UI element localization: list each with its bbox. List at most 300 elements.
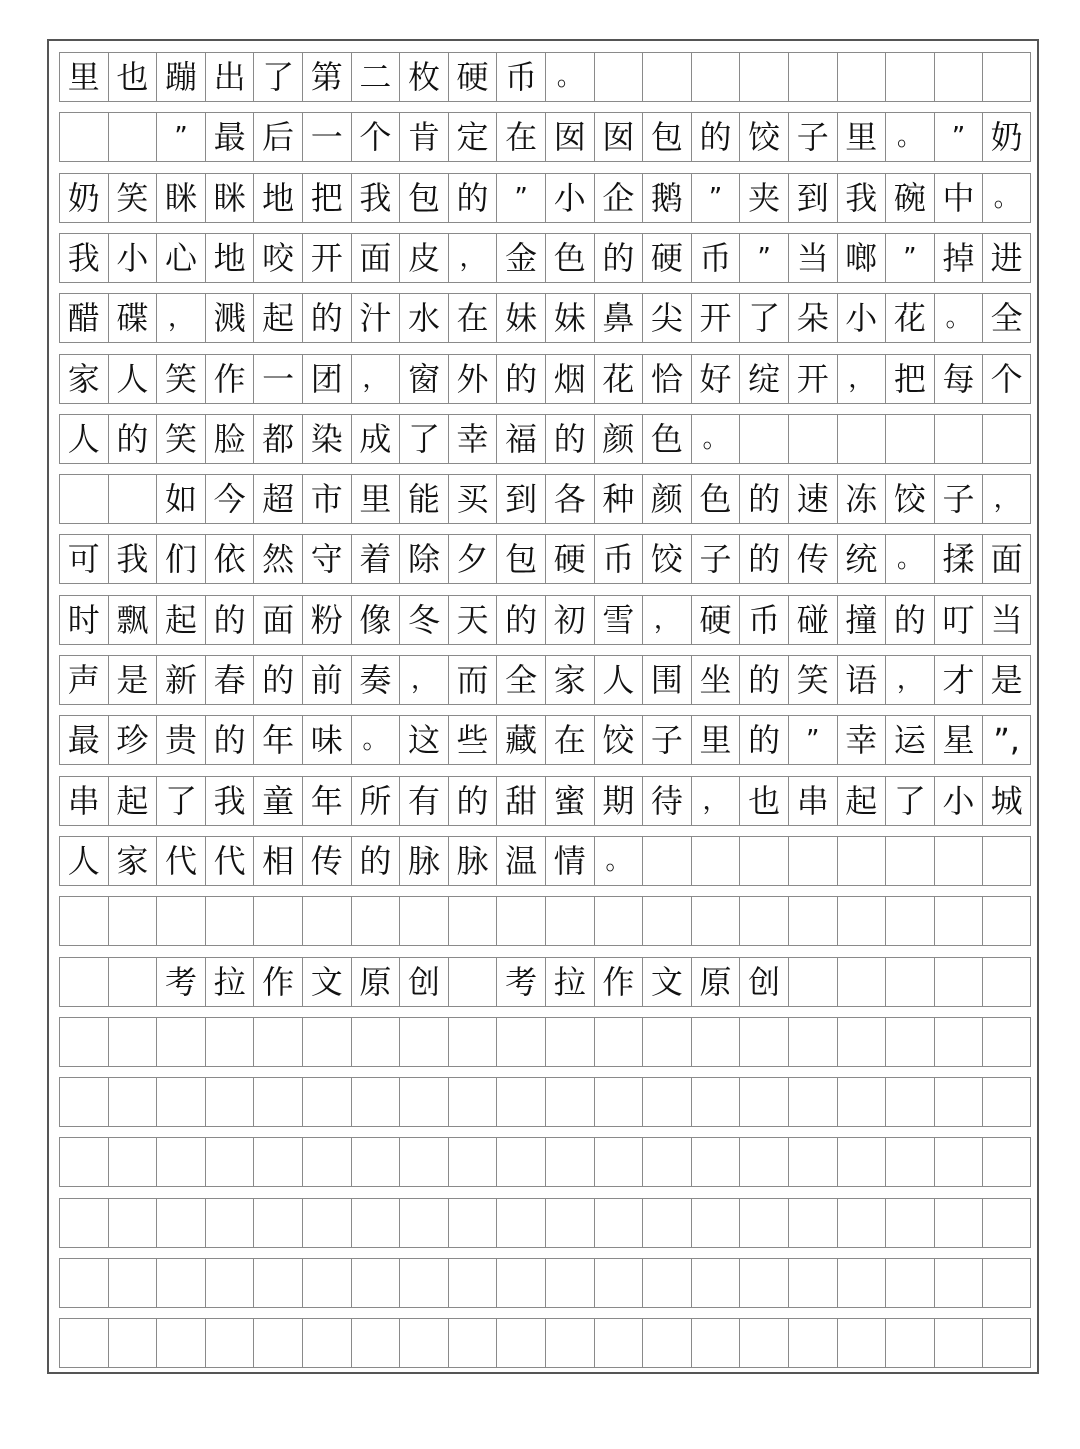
grid-cell: 起 [837, 777, 886, 825]
grid-cell: 脉 [399, 837, 448, 885]
grid-cell [788, 897, 837, 945]
grid-cell [302, 1138, 351, 1186]
grid-cell: 种 [594, 475, 643, 523]
grid-cell: 的 [108, 415, 157, 463]
grid-cell [934, 1259, 983, 1307]
grid-cell: 年 [302, 777, 351, 825]
grid-row [59, 595, 1031, 645]
grid-cell: 妹 [545, 294, 594, 342]
grid-cell: 藏 [496, 716, 545, 764]
grid-cell: 开 [788, 355, 837, 403]
grid-cell: 人 [594, 656, 643, 704]
grid-cell [302, 1018, 351, 1066]
grid-cell: 币 [594, 535, 643, 583]
grid-cell [739, 1138, 788, 1186]
grid-cell: 进 [982, 234, 1031, 282]
grid-cell [982, 1078, 1031, 1126]
grid-cell: 全 [982, 294, 1031, 342]
grid-row [59, 776, 1031, 826]
grid-cell [885, 1259, 934, 1307]
grid-cell [691, 1018, 740, 1066]
grid-cell [545, 1018, 594, 1066]
grid-cell: 作 [253, 958, 302, 1006]
grid-cell [594, 897, 643, 945]
grid-cell: 守 [302, 535, 351, 583]
grid-cell: 开 [302, 234, 351, 282]
grid-cell: 作 [205, 355, 254, 403]
grid-cell [496, 897, 545, 945]
grid-cell: 出 [205, 53, 254, 101]
grid-cell: 起 [108, 777, 157, 825]
grid-cell: 好 [691, 355, 740, 403]
grid-cell [108, 1078, 157, 1126]
grid-cell [934, 1199, 983, 1247]
grid-cell: 珍 [108, 716, 157, 764]
grid-cell: 掉 [934, 234, 983, 282]
grid-cell: 是 [982, 656, 1031, 704]
grid-cell [642, 53, 691, 101]
grid-cell [59, 1319, 108, 1367]
grid-cell [837, 897, 886, 945]
grid-cell [788, 1259, 837, 1307]
grid-cell: 成 [351, 415, 400, 463]
grid-cell [594, 1078, 643, 1126]
grid-cell [399, 1259, 448, 1307]
grid-cell [399, 1138, 448, 1186]
grid-cell [205, 1078, 254, 1126]
grid-cell: ” [934, 113, 983, 161]
grid-cell: 面 [253, 596, 302, 644]
grid-row [59, 1198, 1031, 1248]
grid-cell [448, 958, 497, 1006]
grid-cell [156, 1319, 205, 1367]
grid-cell: 家 [545, 656, 594, 704]
grid-cell: 色 [691, 475, 740, 523]
grid-cell [788, 415, 837, 463]
grid-cell [496, 1319, 545, 1367]
grid-cell: 当 [982, 596, 1031, 644]
grid-cell: 都 [253, 415, 302, 463]
grid-cell: 了 [399, 415, 448, 463]
grid-cell [885, 415, 934, 463]
grid-cell [982, 897, 1031, 945]
grid-cell [156, 1199, 205, 1247]
grid-cell: 撞 [837, 596, 886, 644]
grid-cell [982, 415, 1031, 463]
grid-cell: 心 [156, 234, 205, 282]
grid-cell [59, 475, 108, 523]
grid-cell: 统 [837, 535, 886, 583]
grid-cell: 子 [934, 475, 983, 523]
grid-cell: 创 [739, 958, 788, 1006]
grid-cell: 妹 [496, 294, 545, 342]
grid-cell: 的 [885, 596, 934, 644]
grid-cell: 一 [253, 355, 302, 403]
grid-cell: 中 [934, 174, 983, 222]
grid-cell: 了 [253, 53, 302, 101]
grid-cell: ， [351, 355, 400, 403]
grid-cell: 幸 [448, 415, 497, 463]
grid-cell [739, 1259, 788, 1307]
grid-cell: 城 [982, 777, 1031, 825]
grid-cell: 蹦 [156, 53, 205, 101]
grid-cell [691, 1319, 740, 1367]
grid-cell [788, 1018, 837, 1066]
grid-cell [205, 897, 254, 945]
grid-cell: 子 [788, 113, 837, 161]
grid-cell: 硬 [642, 234, 691, 282]
grid-cell: 这 [399, 716, 448, 764]
grid-cell: 窗 [399, 355, 448, 403]
grid-cell [351, 1319, 400, 1367]
grid-cell: 如 [156, 475, 205, 523]
grid-cell [837, 837, 886, 885]
grid-cell: 水 [399, 294, 448, 342]
grid-cell: 们 [156, 535, 205, 583]
grid-row [59, 1318, 1031, 1368]
grid-cell: 地 [253, 174, 302, 222]
grid-cell [253, 897, 302, 945]
grid-cell: 童 [253, 777, 302, 825]
grid-row [59, 655, 1031, 705]
grid-cell [496, 1259, 545, 1307]
grid-cell: 鹅 [642, 174, 691, 222]
grid-row [59, 896, 1031, 946]
grid-cell: 笑 [108, 174, 157, 222]
grid-row [59, 474, 1031, 524]
grid-cell: 个 [982, 355, 1031, 403]
grid-cell: 幸 [837, 716, 886, 764]
grid-cell: 饺 [739, 113, 788, 161]
grid-cell [156, 1138, 205, 1186]
grid-row [59, 414, 1031, 464]
grid-cell: ” [739, 234, 788, 282]
grid-cell: 包 [642, 113, 691, 161]
grid-cell: 到 [496, 475, 545, 523]
grid-cell: 夹 [739, 174, 788, 222]
grid-cell [496, 1018, 545, 1066]
grid-cell [934, 1319, 983, 1367]
grid-cell: 皮 [399, 234, 448, 282]
grid-cell: 金 [496, 234, 545, 282]
grid-cell: 着 [351, 535, 400, 583]
grid-cell: 味 [302, 716, 351, 764]
grid-cell [885, 1078, 934, 1126]
grid-cell [739, 53, 788, 101]
grid-cell [642, 1138, 691, 1186]
grid-cell: 拉 [545, 958, 594, 1006]
grid-cell [837, 1319, 886, 1367]
grid-cell [448, 1138, 497, 1186]
grid-cell: ” [156, 113, 205, 161]
grid-cell [934, 415, 983, 463]
grid-cell: 笑 [156, 355, 205, 403]
grid-cell: 的 [205, 716, 254, 764]
grid-cell: 前 [302, 656, 351, 704]
grid-cell: 围 [642, 656, 691, 704]
grid-cell: 颜 [594, 415, 643, 463]
grid-row [59, 1017, 1031, 1067]
grid-cell [205, 1319, 254, 1367]
grid-cell: 子 [691, 535, 740, 583]
grid-cell [59, 897, 108, 945]
grid-cell [691, 1199, 740, 1247]
grid-cell: 市 [302, 475, 351, 523]
grid-cell: 。 [885, 535, 934, 583]
grid-cell: 开 [691, 294, 740, 342]
grid-cell [59, 1199, 108, 1247]
grid-cell [691, 1138, 740, 1186]
grid-cell: ” [691, 174, 740, 222]
grid-cell: 的 [545, 415, 594, 463]
grid-cell: 。 [885, 113, 934, 161]
grid-cell: 奶 [982, 113, 1031, 161]
grid-cell [253, 1018, 302, 1066]
grid-cell: 的 [253, 656, 302, 704]
grid-cell [691, 53, 740, 101]
grid-cell [59, 1259, 108, 1307]
grid-cell: 甜 [496, 777, 545, 825]
grid-cell: 笑 [788, 656, 837, 704]
grid-cell: 也 [108, 53, 157, 101]
grid-cell: ， [691, 777, 740, 825]
grid-cell: 夕 [448, 535, 497, 583]
grid-row [59, 534, 1031, 584]
grid-row [59, 1077, 1031, 1127]
grid-cell: ， [837, 355, 886, 403]
grid-cell: 溅 [205, 294, 254, 342]
grid-cell: 。 [351, 716, 400, 764]
grid-cell: 外 [448, 355, 497, 403]
grid-cell: 我 [205, 777, 254, 825]
grid-cell [59, 1018, 108, 1066]
grid-cell: 。 [594, 837, 643, 885]
grid-cell: 也 [739, 777, 788, 825]
grid-cell: 温 [496, 837, 545, 885]
grid-cell: 硬 [691, 596, 740, 644]
grid-cell: 的 [739, 656, 788, 704]
grid-row [59, 715, 1031, 765]
grid-cell: 所 [351, 777, 400, 825]
grid-cell [448, 1018, 497, 1066]
grid-cell [108, 475, 157, 523]
grid-cell: 在 [496, 113, 545, 161]
grid-cell: 尖 [642, 294, 691, 342]
grid-cell: 在 [545, 716, 594, 764]
grid-cell [253, 1319, 302, 1367]
grid-cell: 小 [837, 294, 886, 342]
grid-cell: 到 [788, 174, 837, 222]
grid-cell [594, 53, 643, 101]
grid-cell: 硬 [545, 535, 594, 583]
grid-cell [594, 1199, 643, 1247]
grid-cell [108, 1199, 157, 1247]
grid-cell: 可 [59, 535, 108, 583]
grid-cell: 作 [594, 958, 643, 1006]
grid-cell [691, 1078, 740, 1126]
grid-cell: 面 [351, 234, 400, 282]
grid-cell: 饺 [885, 475, 934, 523]
grid-cell [982, 837, 1031, 885]
grid-cell [982, 1259, 1031, 1307]
grid-cell: 把 [885, 355, 934, 403]
grid-cell [399, 1199, 448, 1247]
grid-cell: 醋 [59, 294, 108, 342]
grid-cell [788, 1199, 837, 1247]
grid-cell [594, 1259, 643, 1307]
grid-cell: 初 [545, 596, 594, 644]
grid-cell [594, 1319, 643, 1367]
grid-cell [691, 1259, 740, 1307]
grid-cell [545, 1138, 594, 1186]
grid-cell [642, 1319, 691, 1367]
grid-cell: 雪 [594, 596, 643, 644]
grid-cell [594, 1138, 643, 1186]
grid-cell: 传 [302, 837, 351, 885]
grid-row [59, 957, 1031, 1007]
grid-cell [885, 837, 934, 885]
grid-cell: 饺 [594, 716, 643, 764]
grid-cell: 眯 [205, 174, 254, 222]
grid-cell [739, 1018, 788, 1066]
grid-cell: 考 [496, 958, 545, 1006]
grid-cell: 考 [156, 958, 205, 1006]
grid-cell: 我 [837, 174, 886, 222]
grid-cell: 子 [642, 716, 691, 764]
grid-cell: 饺 [642, 535, 691, 583]
grid-cell: 汁 [351, 294, 400, 342]
grid-cell: 的 [448, 174, 497, 222]
grid-row [59, 1258, 1031, 1308]
grid-row [59, 52, 1031, 102]
grid-cell: 串 [59, 777, 108, 825]
grid-cell: 有 [399, 777, 448, 825]
grid-cell: 鼻 [594, 294, 643, 342]
grid-cell: 的 [739, 716, 788, 764]
grid-cell [691, 897, 740, 945]
grid-cell [302, 1078, 351, 1126]
grid-cell: 包 [399, 174, 448, 222]
grid-cell: 的 [448, 777, 497, 825]
grid-cell: 贵 [156, 716, 205, 764]
grid-cell [788, 1319, 837, 1367]
grid-cell [642, 1259, 691, 1307]
grid-cell: 碗 [885, 174, 934, 222]
grid-cell [691, 837, 740, 885]
grid-cell: 朵 [788, 294, 837, 342]
grid-cell: 企 [594, 174, 643, 222]
grid-cell: 。 [691, 415, 740, 463]
grid-cell [982, 1018, 1031, 1066]
grid-cell: 情 [545, 837, 594, 885]
grid-cell: 把 [302, 174, 351, 222]
grid-cell: 的 [739, 535, 788, 583]
grid-cell: 文 [642, 958, 691, 1006]
grid-cell [545, 897, 594, 945]
grid-cell: 个 [351, 113, 400, 161]
grid-cell: 各 [545, 475, 594, 523]
grid-row [59, 354, 1031, 404]
grid-cell [205, 1138, 254, 1186]
grid-cell [253, 1138, 302, 1186]
grid-cell: 奶 [59, 174, 108, 222]
grid-cell: 全 [496, 656, 545, 704]
grid-cell: 眯 [156, 174, 205, 222]
grid-cell [351, 1078, 400, 1126]
grid-cell [837, 1078, 886, 1126]
grid-cell: 每 [934, 355, 983, 403]
grid-cell [934, 897, 983, 945]
grid-cell: 肯 [399, 113, 448, 161]
grid-cell: 小 [545, 174, 594, 222]
grid-cell: 文 [302, 958, 351, 1006]
grid-cell [59, 958, 108, 1006]
grid-cell: 天 [448, 596, 497, 644]
grid-cell: 拉 [205, 958, 254, 1006]
grid-cell [399, 897, 448, 945]
grid-cell [934, 1078, 983, 1126]
grid-row [59, 1137, 1031, 1187]
grid-cell: 人 [59, 837, 108, 885]
grid-cell: 咬 [253, 234, 302, 282]
grid-cell: 的 [205, 596, 254, 644]
grid-cell: 脸 [205, 415, 254, 463]
grid-cell: ” [496, 174, 545, 222]
grid-cell: 家 [108, 837, 157, 885]
grid-cell: 最 [205, 113, 254, 161]
grid-cell [302, 1199, 351, 1247]
grid-cell [448, 1078, 497, 1126]
grid-cell: 些 [448, 716, 497, 764]
grid-row [59, 293, 1031, 343]
grid-cell: 语 [837, 656, 886, 704]
grid-cell: 烟 [545, 355, 594, 403]
grid-cell: 的 [739, 475, 788, 523]
grid-cell [399, 1078, 448, 1126]
grid-cell [351, 1199, 400, 1247]
grid-cell [934, 1138, 983, 1186]
grid-cell: 叮 [934, 596, 983, 644]
grid-cell [253, 1199, 302, 1247]
grid-cell: 是 [108, 656, 157, 704]
grid-cell: 第 [302, 53, 351, 101]
grid-cell [982, 1199, 1031, 1247]
grid-cell [788, 837, 837, 885]
grid-cell [351, 1138, 400, 1186]
grid-cell: 能 [399, 475, 448, 523]
grid-cell: 飘 [108, 596, 157, 644]
grid-cell: 冬 [399, 596, 448, 644]
grid-cell [837, 958, 886, 1006]
grid-cell: 币 [739, 596, 788, 644]
grid-cell: 运 [885, 716, 934, 764]
grid-cell: 。 [982, 174, 1031, 222]
grid-cell: 染 [302, 415, 351, 463]
grid-cell: 声 [59, 656, 108, 704]
grid-cell: ， [448, 234, 497, 282]
grid-cell: 的 [496, 355, 545, 403]
grid-cell: 依 [205, 535, 254, 583]
grid-cell: 枚 [399, 53, 448, 101]
grid-cell: ”, [982, 716, 1031, 764]
grid-cell [885, 53, 934, 101]
grid-cell: ， [642, 596, 691, 644]
grid-cell: 碟 [108, 294, 157, 342]
grid-row [59, 233, 1031, 283]
grid-cell: ” [788, 716, 837, 764]
grid-cell [108, 1018, 157, 1066]
grid-cell: 起 [156, 596, 205, 644]
